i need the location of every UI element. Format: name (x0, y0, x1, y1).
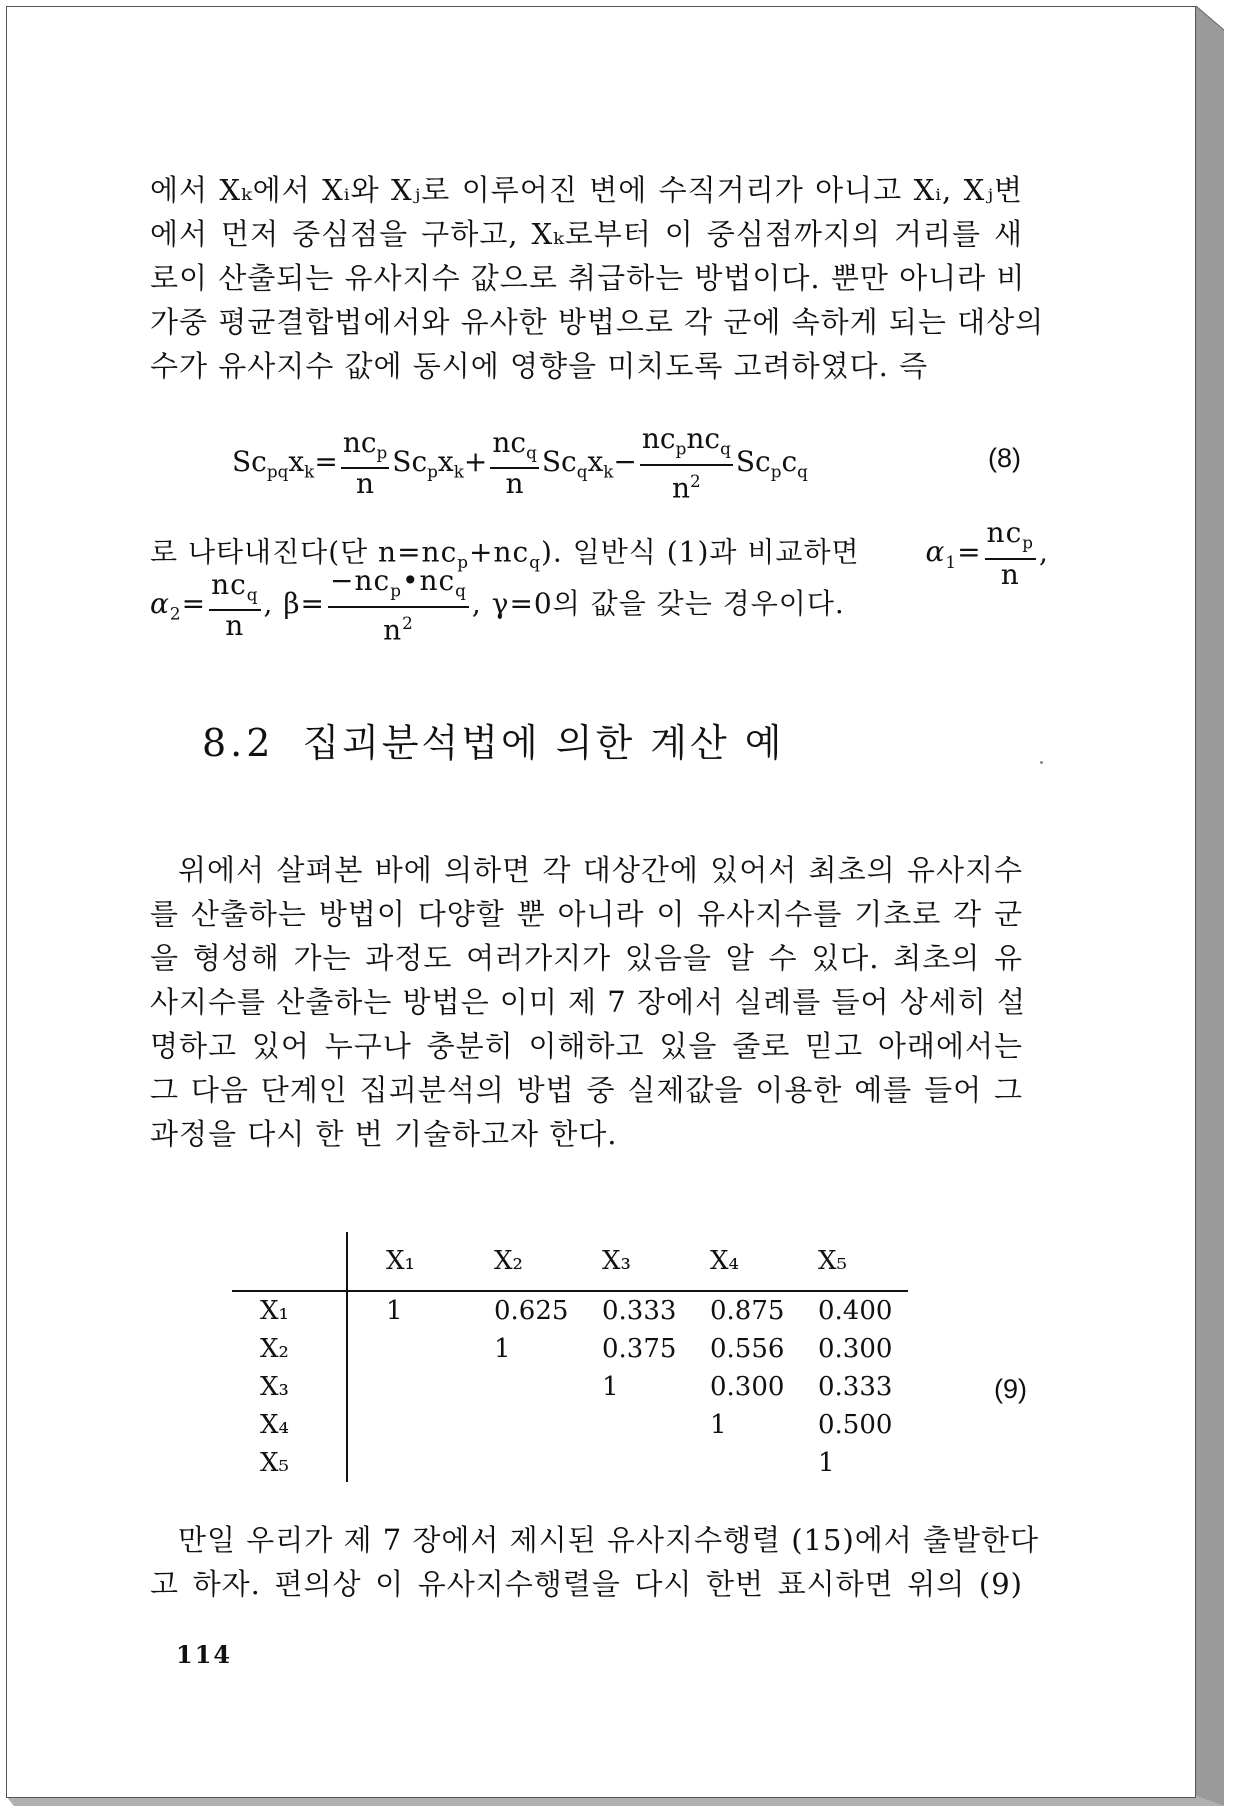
matrix-cell: 0.333 (602, 1296, 677, 1326)
eq-sup: 2 (690, 470, 701, 491)
denominator: n (225, 609, 245, 643)
eq-sub: k (453, 461, 464, 482)
matrix-cell: 1 (494, 1334, 511, 1364)
eq-sub: p (427, 461, 438, 482)
matrix-cell (347, 1368, 494, 1406)
matrix-cell (602, 1444, 710, 1482)
matrix-col-header: X₅ (818, 1246, 847, 1276)
matrix-cell (602, 1406, 710, 1444)
matrix-cell: 0.333 (818, 1372, 893, 1402)
eq-term: n (383, 612, 403, 646)
matrix-cell (347, 1406, 494, 1444)
denominator (328, 608, 469, 645)
eq-operator: − (613, 444, 637, 478)
paragraph-body (150, 848, 1026, 1156)
eq-term: , β= (263, 586, 325, 620)
eq-punct: , (1039, 535, 1049, 569)
matrix-cell: 0.556 (710, 1334, 785, 1364)
eq-term: α (925, 535, 946, 569)
similarity-matrix (232, 1232, 908, 1482)
section-title: 집괴분석법에 의한 계산 예 (302, 721, 785, 765)
eq-term: nc (211, 567, 247, 601)
eq-term: Sc (541, 444, 577, 478)
equation-number-9: (9) (994, 1374, 1027, 1404)
matrix-cell (494, 1368, 602, 1406)
matrix-row (232, 1330, 908, 1368)
matrix-cell (347, 1444, 494, 1482)
matrix-col-header: X₁ (386, 1246, 415, 1276)
matrix-corner (232, 1232, 347, 1291)
paragraph-line: 로이 산출되는 유사지수 값으로 취급하는 방법이다. 뿐만 아니라 비 (150, 261, 1026, 295)
matrix-row (232, 1368, 908, 1406)
paragraph-line: 에서 Xₖ에서 Xᵢ와 Xⱼ로 이루어진 변에 수직거리가 아니고 Xᵢ, Xⱼ변 (150, 173, 1023, 207)
matrix-cell (494, 1444, 602, 1482)
eq-sub: p (770, 461, 782, 482)
denominator: n (1000, 557, 1020, 591)
denominator (640, 466, 733, 503)
paragraph-line: 위에서 살펴본 바에 의하면 각 대상간에 있어서 최초의 유사지수 (178, 853, 1023, 887)
eq-term: nc (492, 425, 527, 459)
eq-term: −nc (330, 564, 391, 597)
matrix-cell (347, 1330, 494, 1368)
page-number: 114 (176, 1640, 233, 1669)
eq-sub: q (529, 551, 541, 572)
matrix-col-header: X₄ (710, 1246, 739, 1276)
eq-sub: 2 (169, 603, 182, 624)
eq-term: n (671, 470, 691, 504)
eq-sub: p (457, 551, 470, 572)
paragraph-line: 고 하자. 편의상 이 유사지수행렬을 다시 한번 표시하면 위의 (9) (150, 1567, 1023, 1601)
eq-sub: k (304, 461, 315, 482)
equation-8 (232, 424, 808, 503)
matrix-cell: 0.400 (818, 1296, 893, 1326)
denominator: n (356, 467, 375, 501)
eq-term: Sc (392, 444, 428, 478)
section-heading (202, 712, 784, 767)
eq-term: x (587, 444, 604, 478)
eq-sub: q (797, 461, 808, 482)
eq-operator: = (957, 535, 982, 569)
matrix-cell: 1 (602, 1372, 619, 1402)
matrix-cell: 0.875 (710, 1296, 785, 1326)
eq-operator: = (314, 444, 338, 478)
eq-sub: p (1022, 532, 1034, 553)
matrix-cell (710, 1444, 818, 1482)
equation-number-8: (8) (988, 443, 1021, 473)
numerator (985, 518, 1036, 560)
matrix-cell: 1 (386, 1296, 403, 1326)
matrix-col-header: X₃ (602, 1246, 631, 1276)
paragraph-line: 가중 평균결합법에서와 유사한 방법으로 각 군에 속하게 되는 대상의 (150, 305, 1045, 339)
matrix-row-header: X₅ (232, 1444, 347, 1482)
eq-term: nc (342, 425, 377, 459)
fraction (490, 425, 538, 501)
fraction (985, 518, 1036, 590)
eq-sub: k (603, 461, 614, 482)
eq-term: c (781, 444, 798, 478)
matrix-col-header: X₂ (494, 1246, 523, 1276)
section-number: 8.2 (202, 721, 275, 765)
matrix-cell: 1 (710, 1410, 727, 1440)
eq-sub: q (576, 461, 588, 482)
eq-sub: p (390, 580, 402, 601)
numerator (341, 425, 389, 470)
eq-term: x (288, 444, 305, 478)
matrix-cell: 0.300 (818, 1334, 893, 1364)
eq-term: Sc (735, 444, 771, 478)
fraction (341, 425, 389, 501)
eq-sub: q (455, 580, 467, 601)
numerator (209, 567, 260, 612)
matrix-row-header: X₂ (232, 1330, 347, 1368)
matrix-cell: 0.375 (602, 1334, 677, 1364)
paragraph-line: 사지수를 산출하는 방법은 이미 제 7 장에서 실례를 들어 상세히 설 (150, 985, 1026, 1019)
matrix-cell: 1 (818, 1448, 835, 1478)
paragraph-text: ). 일반식 (1)과 비교하면 (540, 535, 870, 569)
eq-term: Sc (232, 444, 267, 478)
eq-sup: 2 (402, 612, 414, 633)
paragraph-line: 를 산출하는 방법이 다양할 뿐 아니라 이 유사지수를 기초로 각 군 (150, 897, 1023, 931)
matrix-row-header: X₁ (232, 1291, 347, 1330)
paragraph-text: , γ=0의 값을 갖는 경우이다. (471, 586, 845, 620)
paragraph-line: 그 다음 단계인 집괴분석의 방법 중 실제값을 이용한 예를 들어 그 (150, 1073, 1023, 1107)
numerator (640, 424, 733, 466)
fraction (640, 424, 733, 503)
eq-term: nc (641, 422, 676, 455)
paragraph-line: 에서 먼저 중심점을 구하고, Xₖ로부터 이 중심점까지의 거리를 새 (150, 217, 1023, 251)
matrix-row-header: X₄ (232, 1406, 347, 1444)
paragraph-line: 을 형성해 가는 과정도 여러가지가 있음을 알 수 있다. 최초의 유 (150, 941, 1023, 975)
paragraph-equation-line-2 (150, 566, 845, 645)
eq-term: nc (686, 422, 721, 455)
matrix-cell: 0.300 (710, 1372, 785, 1402)
matrix-row (232, 1406, 908, 1444)
eq-operator: = (181, 586, 207, 620)
eq-sub: q (246, 584, 259, 605)
eq-sub: pq (266, 461, 289, 482)
matrix-cell (494, 1406, 602, 1444)
matrix-row-header: X₃ (232, 1368, 347, 1406)
fraction (209, 567, 260, 643)
denominator: n (505, 467, 524, 501)
eq-sub: 1 (945, 551, 958, 572)
paragraph-line: 수가 유사지수 값에 동시에 영향을 미치도록 고려하였다. 즉 (150, 349, 929, 383)
eq-sub: q (720, 438, 731, 459)
matrix-row (232, 1291, 908, 1330)
paragraph-closing (150, 1518, 1040, 1606)
eq-sub: q (526, 442, 537, 463)
fraction (328, 566, 469, 645)
paragraph-line: 과정을 다시 한 번 기술하고자 한다. (150, 1117, 618, 1151)
eq-term: x (437, 444, 454, 478)
matrix-cell: 0.625 (494, 1296, 569, 1326)
matrix-header-row (232, 1232, 908, 1291)
eq-sub: p (675, 438, 687, 459)
eq-term: nc (986, 516, 1023, 549)
eq-term: •nc (401, 564, 456, 597)
scan-speck (1040, 761, 1043, 764)
matrix-cell: 0.500 (818, 1410, 893, 1440)
eq-sub: p (376, 442, 388, 463)
matrix-row (232, 1444, 908, 1482)
numerator (328, 566, 469, 608)
paragraph-line: 만일 우리가 제 7 장에서 제시된 유사지수행렬 (15)에서 출발한다 (178, 1523, 1040, 1557)
eq-term: α (150, 586, 170, 620)
paragraph-text: 로 나타내진다(단 n=nc (150, 535, 458, 569)
paragraph-intro (150, 168, 1045, 388)
paragraph-line: 명하고 있어 누구나 충분히 이해하고 있을 줄로 믿고 아래에서는 (150, 1029, 1023, 1063)
numerator (490, 425, 538, 470)
paragraph-text: +nc (469, 535, 530, 569)
eq-operator: + (463, 444, 488, 478)
